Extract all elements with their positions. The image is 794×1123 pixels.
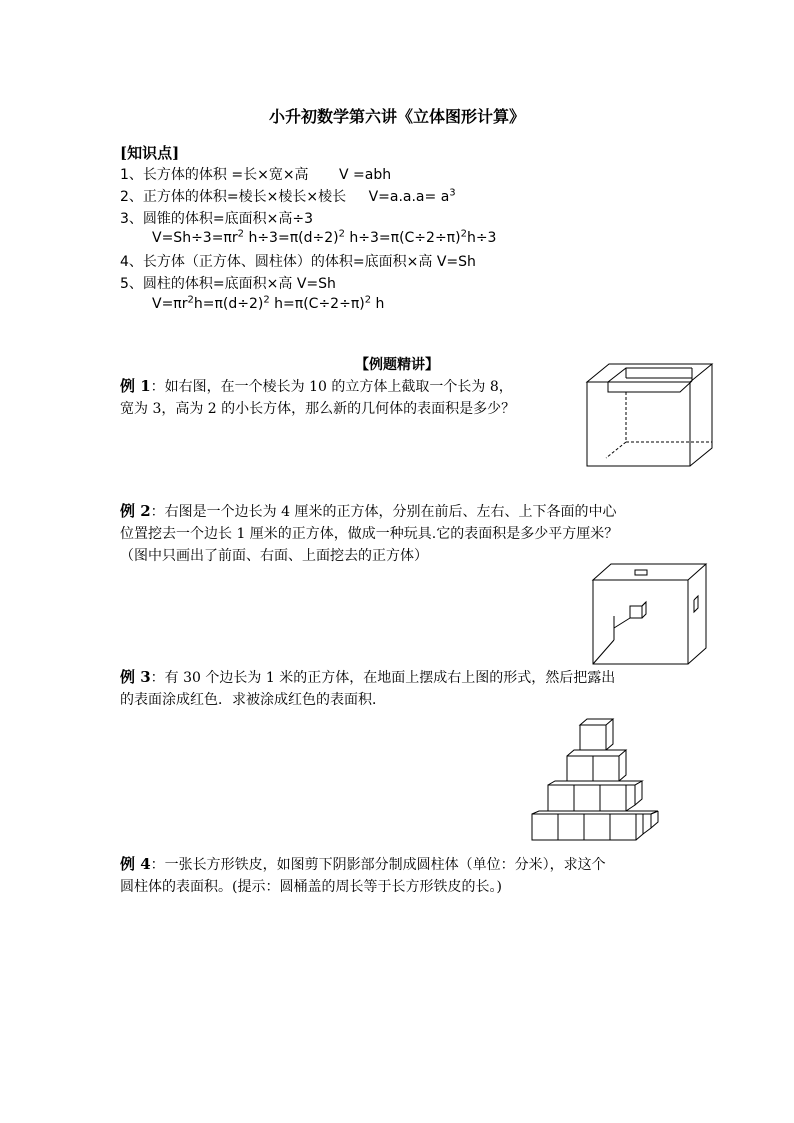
formula-2-expr: V=a.a.a= a	[368, 189, 450, 205]
formula-2-exponent: 3	[449, 187, 456, 199]
f3a-exp-3: 2	[460, 228, 467, 240]
formula-1	[120, 164, 391, 184]
pyramid-layer-4	[580, 719, 613, 750]
example-3-label: 例 3	[120, 668, 151, 686]
example-2-label: 例 2	[120, 502, 151, 520]
page-title: 小升初数学第六讲《立体图形计算》	[268, 107, 525, 126]
formula-2	[120, 186, 456, 206]
formula-5-derivation	[152, 296, 384, 312]
f5a-exp-2: 2	[263, 294, 270, 306]
formula-1-expr: V =abh	[339, 167, 392, 183]
figure-cube-pyramid	[530, 718, 670, 844]
example-4-line-2: 圆柱体的表面积。(提示：圆桶盖的周长等于长方形铁皮的长。)	[120, 879, 502, 895]
example-1-line-1: ：如右图，在一个棱长为 10 的立方体上截取一个长为 8，	[150, 379, 513, 395]
formula-4: 4、长方体（正方体、圆柱体）的体积=底面积×高 V=Sh	[120, 254, 476, 270]
example-3-line-2: 的表面涂成红色．求被涂成红色的表面积．	[120, 692, 386, 708]
example-2	[120, 500, 618, 567]
formula-3: 3、圆锥的体积=底面积×高÷3	[120, 211, 314, 227]
example-2-line-1: ：右图是一个边长为 4 厘米的正方体，分别在前后、左右、上下各面的中心	[150, 504, 617, 520]
f5a-exp-1: 2	[187, 294, 194, 306]
knowledge-heading: [知识点]	[120, 144, 180, 162]
pyramid-layer-3	[567, 750, 626, 781]
example-1	[120, 375, 515, 420]
examples-title: 【例题精讲】	[355, 357, 439, 373]
example-4-label: 例 4	[120, 855, 151, 873]
formula-1-text: 1、长方体的体积 =长×宽×高	[120, 167, 309, 183]
f5a-part-2: h=π(d÷2)	[193, 296, 264, 312]
example-2-line-3: （图中只画出了前面、右面、上面挖去的正方体）	[120, 548, 428, 564]
formula-2-text: 2、正方体的体积=棱长×棱长×棱长	[120, 189, 347, 205]
f5a-part-1: V=πr	[152, 296, 188, 312]
formula-5: 5、圆柱的体积=底面积×高 V=Sh	[120, 276, 336, 292]
f3a-part-1: V=Sh÷3=πr	[152, 230, 238, 246]
example-3-line-1: ：有 30 个边长为 1 米的正方体，在地面上摆成右上图的形式，然后把露出	[150, 670, 616, 686]
example-4-line-1: ：一张长方形铁皮，如图剪下阴影部分制成圆柱体（单位：分米），求这个	[150, 857, 606, 873]
f5a-exp-3: 2	[364, 294, 372, 306]
f5a-part-3: h=π(C÷2÷π)	[269, 296, 365, 312]
example-4	[120, 853, 606, 898]
figure-cube-with-holes	[588, 562, 708, 667]
f3a-part-3: h÷3=π(C÷2÷π)	[344, 230, 461, 246]
pyramid-layer-2	[548, 781, 642, 811]
f3a-part-4: h÷3	[466, 230, 497, 246]
f5a-part-4: h	[371, 296, 385, 312]
f3a-part-2: h÷3=π(d÷2)	[244, 230, 339, 246]
f3a-exp-2: 2	[338, 228, 345, 240]
figure-cube-with-cut	[580, 360, 720, 470]
f3a-exp-1: 2	[237, 228, 244, 240]
formula-3-derivation	[152, 230, 496, 246]
example-1-line-2: 宽为 3，高为 2 的小长方体，那么新的几何体的表面积是多少？	[120, 401, 516, 417]
pyramid-layer-1	[532, 811, 658, 840]
example-3	[120, 666, 615, 711]
example-1-label: 例 1	[120, 377, 151, 395]
example-2-line-2: 位置挖去一个边长 1 厘米的正方体，做成一种玩具.它的表面积是多少平方厘米？	[120, 526, 619, 542]
